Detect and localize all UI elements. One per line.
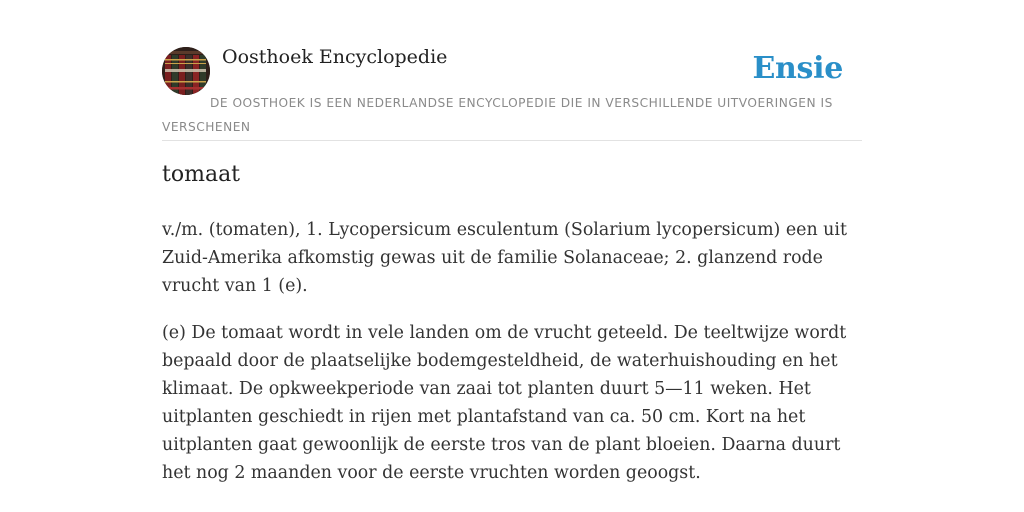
entry-title: tomaat	[162, 162, 241, 187]
entry-paragraph-detail: (e) De tomaat wordt in vele landen om de vrucht geteeld. De teeltwijze wordt bepaald door de plaatselijke bodemgesteldheid, de waterhuishouding en het klimaat. De opkweekperiode van zaai tot planten duurt 5—11 weken. Het uitplanten geschiedt in rijen met plantafstand van ca. 50 cm. Kort na het uitplanten gaat gewoonlijk de eerste tros van de plant bloeien. Daarna duurt het nog 2 maanden voor de eerste vruchten worden geoogst.	[162, 323, 847, 483]
source-name-link[interactable]: Oosthoek Encyclopedie	[222, 46, 448, 68]
source-header	[162, 0, 862, 141]
encyclopedia-books-icon	[162, 47, 210, 95]
entry-paragraph-definition: v./m. (tomaten), 1. Lycopersicum esculentum (Solarium lycopersicum) een uit Zuid-Amerika afkomstig gewas uit de familie Solanaceae; 2. glanzend rode vrucht van 1 (e).	[162, 220, 847, 296]
content-container	[162, 0, 862, 483]
ensie-logo-link[interactable]: Ensie	[752, 51, 843, 86]
source-avatar[interactable]	[162, 47, 210, 95]
source-description: DE OOSTHOEK IS EEN NEDERLANDSE ENCYCLOPEDIE DIE IN VERSCHILLENDE UITVOERINGEN IS VERSCHENEN	[162, 96, 833, 134]
